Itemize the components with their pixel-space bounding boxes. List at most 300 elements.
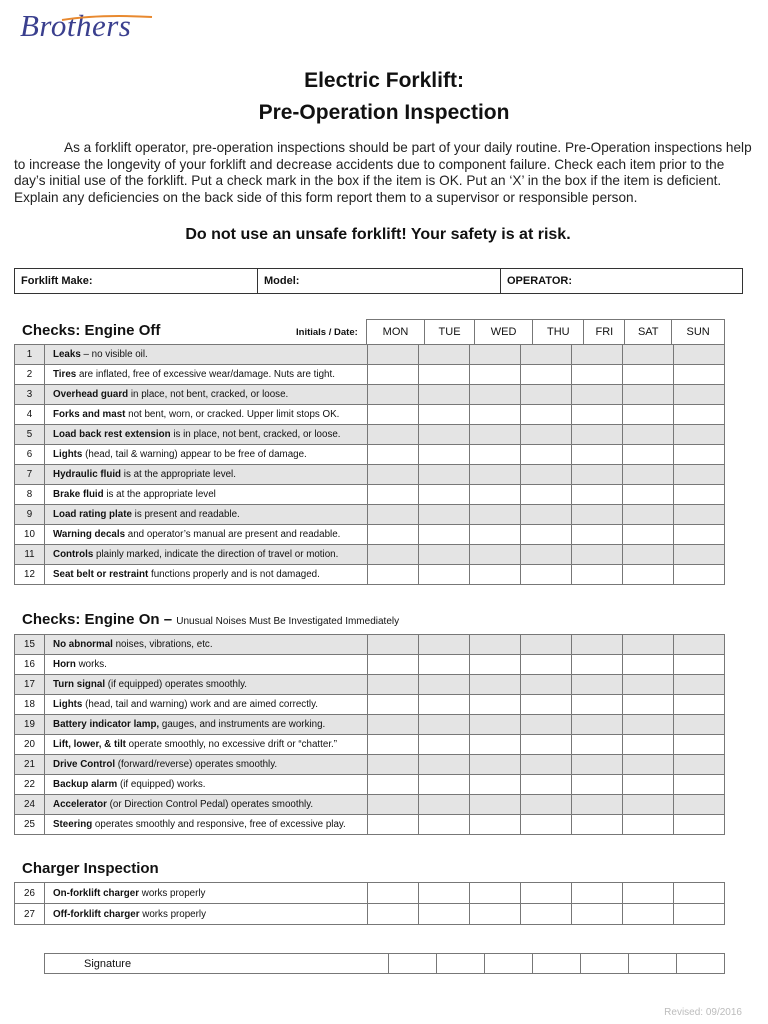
check-box[interactable] — [419, 345, 470, 365]
item-description — [45, 385, 368, 405]
check-box[interactable] — [623, 904, 674, 925]
check-box[interactable] — [674, 635, 725, 655]
check-box[interactable] — [368, 365, 419, 385]
checklist-row — [15, 345, 725, 365]
item-number: 11 — [15, 545, 45, 565]
item-number: 17 — [15, 675, 45, 695]
item-description-text: is at the appropriate level — [103, 489, 216, 500]
check-box[interactable] — [368, 715, 419, 735]
check-box[interactable] — [623, 735, 674, 755]
check-box[interactable] — [572, 883, 623, 904]
item-description-text: – no visible oil. — [80, 349, 148, 360]
checklist-row — [15, 655, 725, 675]
check-box[interactable] — [623, 465, 674, 485]
checklist-row — [15, 883, 725, 904]
check-box[interactable] — [572, 565, 623, 585]
signature-box[interactable] — [389, 954, 437, 974]
operator-field[interactable]: OPERATOR: — [501, 269, 743, 294]
item-number: 27 — [15, 904, 45, 925]
day-header-row — [366, 319, 725, 345]
engine-on-subtitle: Unusual Noises Must Be Investigated Immediately — [176, 616, 400, 627]
check-box[interactable] — [470, 904, 521, 925]
check-box[interactable] — [470, 365, 521, 385]
check-box[interactable] — [674, 715, 725, 735]
item-description-text: (or Direction Control Pedal) operates smoothly. — [106, 799, 314, 810]
day-header-sat: SAT — [625, 320, 672, 345]
check-box[interactable] — [572, 795, 623, 815]
item-description-text: is in place, not bent, cracked, or loose. — [170, 429, 341, 440]
check-box[interactable] — [419, 385, 470, 405]
check-box[interactable] — [674, 525, 725, 545]
check-box[interactable] — [368, 635, 419, 655]
check-box[interactable] — [674, 883, 725, 904]
check-box[interactable] — [521, 795, 572, 815]
item-description — [45, 735, 368, 755]
check-box[interactable] — [623, 445, 674, 465]
check-box[interactable] — [674, 445, 725, 465]
check-box[interactable] — [623, 675, 674, 695]
checklist-row — [15, 525, 725, 545]
item-description-bold: Off-forklift charger — [53, 908, 140, 920]
item-description-text: are inflated, free of excessive wear/damage. Nuts are tight. — [76, 369, 335, 380]
check-box[interactable] — [674, 365, 725, 385]
item-number: 9 — [15, 505, 45, 525]
item-description-text: not bent, worn, or cracked. Upper limit stops OK. — [125, 409, 340, 420]
item-description-text: (forward/reverse) operates smoothly. — [115, 759, 278, 770]
check-box[interactable] — [470, 425, 521, 445]
forklift-make-field[interactable]: Forklift Make: — [15, 269, 258, 294]
item-description — [45, 775, 368, 795]
item-description-bold: Overhead guard — [53, 389, 129, 400]
check-box[interactable] — [368, 525, 419, 545]
item-description — [45, 675, 368, 695]
engine-on-checklist — [14, 634, 725, 835]
engine-on-dash: – — [159, 611, 177, 628]
checklist-row — [15, 365, 725, 385]
check-box[interactable] — [368, 883, 419, 904]
item-description-bold: Hydraulic fluid — [53, 469, 122, 480]
check-box[interactable] — [470, 465, 521, 485]
item-number: 4 — [15, 405, 45, 425]
check-box[interactable] — [521, 525, 572, 545]
check-box[interactable] — [674, 465, 725, 485]
checklist-row — [15, 795, 725, 815]
check-box[interactable] — [368, 445, 419, 465]
forklift-info-table — [14, 268, 743, 294]
check-box[interactable] — [572, 425, 623, 445]
item-description-bold: Load rating plate — [53, 509, 132, 520]
check-box[interactable] — [572, 675, 623, 695]
check-box[interactable] — [521, 655, 572, 675]
model-field[interactable]: Model: — [258, 269, 501, 294]
item-description-bold: Battery indicator lamp, — [53, 719, 160, 730]
check-box[interactable] — [572, 405, 623, 425]
item-description-text: functions properly and is not damaged. — [148, 569, 320, 580]
check-box[interactable] — [368, 904, 419, 925]
day-header-sun: SUN — [672, 320, 725, 345]
check-box[interactable] — [470, 635, 521, 655]
check-box[interactable] — [368, 675, 419, 695]
check-box[interactable] — [521, 405, 572, 425]
check-box[interactable] — [521, 485, 572, 505]
check-box[interactable] — [521, 735, 572, 755]
check-box[interactable] — [572, 775, 623, 795]
check-box[interactable] — [521, 635, 572, 655]
item-number: 16 — [15, 655, 45, 675]
check-box[interactable] — [674, 904, 725, 925]
check-box[interactable] — [470, 695, 521, 715]
check-box[interactable] — [572, 465, 623, 485]
checklist-row — [15, 695, 725, 715]
check-box[interactable] — [572, 815, 623, 835]
check-box[interactable] — [521, 345, 572, 365]
item-number: 6 — [15, 445, 45, 465]
check-box[interactable] — [368, 795, 419, 815]
item-description-bold: Drive Control — [53, 759, 116, 770]
check-box[interactable] — [470, 545, 521, 565]
check-box[interactable] — [368, 775, 419, 795]
check-box[interactable] — [470, 385, 521, 405]
check-box[interactable] — [521, 545, 572, 565]
item-description-text: is present and readable. — [131, 509, 240, 520]
check-box[interactable] — [521, 815, 572, 835]
check-box[interactable] — [368, 385, 419, 405]
check-box[interactable] — [521, 904, 572, 925]
check-box[interactable] — [623, 385, 674, 405]
check-box[interactable] — [674, 695, 725, 715]
item-number: 18 — [15, 695, 45, 715]
signature-box[interactable] — [629, 954, 677, 974]
check-box[interactable] — [419, 425, 470, 445]
item-description-text: and operator’s manual are present and readable. — [125, 529, 341, 540]
check-box[interactable] — [368, 505, 419, 525]
item-description — [45, 485, 368, 505]
logo-swoosh-graphic — [60, 14, 154, 22]
check-box[interactable] — [419, 883, 470, 904]
checklist-row — [15, 505, 725, 525]
check-box[interactable] — [623, 405, 674, 425]
check-box[interactable] — [623, 755, 674, 775]
checklist-row — [15, 635, 725, 655]
check-box[interactable] — [674, 795, 725, 815]
item-description — [45, 755, 368, 775]
check-box[interactable] — [368, 565, 419, 585]
item-number: 21 — [15, 755, 45, 775]
item-description-text: noises, vibrations, etc. — [112, 639, 213, 650]
check-box[interactable] — [419, 445, 470, 465]
item-description-bold: Load back rest extension — [53, 429, 171, 440]
check-box[interactable] — [521, 695, 572, 715]
checklist-row — [15, 815, 725, 835]
item-description-text: (head, tail & warning) appear to be free of damage. — [82, 449, 307, 460]
check-box[interactable] — [674, 385, 725, 405]
check-box[interactable] — [623, 695, 674, 715]
check-box[interactable] — [419, 545, 470, 565]
checklist-row — [15, 545, 725, 565]
check-box[interactable] — [674, 405, 725, 425]
item-description-bold: Turn signal — [53, 679, 106, 690]
check-box[interactable] — [419, 525, 470, 545]
check-box[interactable] — [368, 345, 419, 365]
item-description-text: operates smoothly and responsive, free of excessive play. — [92, 819, 346, 830]
check-box[interactable] — [572, 525, 623, 545]
check-box[interactable] — [521, 565, 572, 585]
check-box[interactable] — [572, 445, 623, 465]
item-number: 26 — [15, 883, 45, 904]
item-description-text: operate smoothly, no excessive drift or “chatter.” — [125, 739, 338, 750]
check-box[interactable] — [623, 565, 674, 585]
check-box[interactable] — [623, 485, 674, 505]
check-box[interactable] — [572, 385, 623, 405]
check-box[interactable] — [674, 735, 725, 755]
item-description-bold: Steering — [53, 819, 93, 830]
item-description — [45, 425, 368, 445]
check-box[interactable] — [572, 735, 623, 755]
check-box[interactable] — [419, 485, 470, 505]
check-box[interactable] — [623, 635, 674, 655]
check-box[interactable] — [470, 445, 521, 465]
check-box[interactable] — [470, 525, 521, 545]
check-box[interactable] — [521, 883, 572, 904]
item-description-text: plainly marked, indicate the direction of travel or motion. — [93, 549, 339, 560]
item-description-bold: Warning decals — [53, 529, 126, 540]
item-description-text: works properly — [139, 887, 206, 899]
check-box[interactable] — [368, 545, 419, 565]
check-box[interactable] — [419, 755, 470, 775]
check-box[interactable] — [674, 485, 725, 505]
check-box[interactable] — [521, 675, 572, 695]
item-description — [45, 525, 368, 545]
item-description-bold: On-forklift charger — [53, 887, 140, 899]
check-box[interactable] — [572, 635, 623, 655]
check-box[interactable] — [419, 635, 470, 655]
day-header-mon: MON — [367, 320, 425, 345]
check-box[interactable] — [419, 695, 470, 715]
check-box[interactable] — [368, 405, 419, 425]
check-box[interactable] — [470, 675, 521, 695]
check-box[interactable] — [623, 365, 674, 385]
check-box[interactable] — [368, 655, 419, 675]
check-box[interactable] — [572, 545, 623, 565]
check-box[interactable] — [419, 735, 470, 755]
checklist-row — [15, 445, 725, 465]
item-description — [45, 795, 368, 815]
item-description-bold: Accelerator — [53, 799, 107, 810]
check-box[interactable] — [623, 425, 674, 445]
check-box[interactable] — [521, 775, 572, 795]
item-number: 25 — [15, 815, 45, 835]
check-box[interactable] — [368, 465, 419, 485]
check-box[interactable] — [623, 345, 674, 365]
check-box[interactable] — [419, 815, 470, 835]
checklist-row — [15, 565, 725, 585]
check-box[interactable] — [521, 465, 572, 485]
check-box[interactable] — [623, 545, 674, 565]
item-number: 7 — [15, 465, 45, 485]
check-box[interactable] — [674, 345, 725, 365]
item-description-bold: Lift, lower, & tilt — [53, 739, 126, 750]
item-number: 19 — [15, 715, 45, 735]
check-box[interactable] — [470, 795, 521, 815]
check-box[interactable] — [470, 715, 521, 735]
check-box[interactable] — [623, 655, 674, 675]
signature-row — [44, 953, 725, 974]
item-description-text: works. — [75, 659, 107, 670]
item-description — [45, 365, 368, 385]
check-box[interactable] — [368, 755, 419, 775]
check-box[interactable] — [623, 815, 674, 835]
item-description — [45, 904, 368, 925]
signature-box[interactable] — [581, 954, 629, 974]
item-description — [45, 883, 368, 904]
check-box[interactable] — [470, 405, 521, 425]
item-description — [45, 405, 368, 425]
check-box[interactable] — [572, 655, 623, 675]
check-box[interactable] — [572, 345, 623, 365]
check-box[interactable] — [623, 505, 674, 525]
check-box[interactable] — [368, 485, 419, 505]
signature-label: Signature — [45, 954, 389, 974]
checklist-row — [15, 775, 725, 795]
item-description-text: (if equipped) operates smoothly. — [105, 679, 248, 690]
engine-on-title-text: Checks: Engine On — [22, 611, 160, 628]
check-box[interactable] — [572, 365, 623, 385]
revised-date: Revised: 09/2016 — [664, 1007, 742, 1018]
checklist-row — [15, 715, 725, 735]
check-box[interactable] — [572, 755, 623, 775]
check-box[interactable] — [674, 545, 725, 565]
safety-warning: Do not use an unsafe forklift! Your safety is at risk. — [185, 226, 571, 243]
check-box[interactable] — [521, 445, 572, 465]
check-box[interactable] — [674, 655, 725, 675]
item-description-text: works properly — [139, 908, 206, 920]
check-box[interactable] — [521, 715, 572, 735]
check-box[interactable] — [419, 465, 470, 485]
check-box[interactable] — [470, 345, 521, 365]
check-box[interactable] — [521, 425, 572, 445]
check-box[interactable] — [674, 505, 725, 525]
form-title-line2: Pre-Operation Inspection — [258, 101, 510, 124]
item-description-bold: Horn — [53, 659, 76, 670]
item-description — [45, 565, 368, 585]
check-box[interactable] — [623, 883, 674, 904]
item-description-bold: No abnormal — [53, 639, 113, 650]
check-box[interactable] — [572, 715, 623, 735]
form-title-line1: Electric Forklift: — [304, 69, 464, 92]
check-box[interactable] — [674, 425, 725, 445]
day-header-tue: TUE — [425, 320, 475, 345]
check-box[interactable] — [419, 365, 470, 385]
check-box[interactable] — [470, 883, 521, 904]
check-box[interactable] — [419, 775, 470, 795]
check-box[interactable] — [572, 695, 623, 715]
check-box[interactable] — [623, 525, 674, 545]
signature-box[interactable] — [437, 954, 485, 974]
check-box[interactable] — [470, 485, 521, 505]
check-box[interactable] — [419, 904, 470, 925]
item-description-bold: Backup alarm — [53, 779, 118, 790]
item-description — [45, 545, 368, 565]
engine-off-checklist — [14, 344, 725, 585]
item-number: 12 — [15, 565, 45, 585]
check-box[interactable] — [521, 365, 572, 385]
check-box[interactable] — [419, 565, 470, 585]
item-number: 2 — [15, 365, 45, 385]
item-number: 5 — [15, 425, 45, 445]
item-number: 22 — [15, 775, 45, 795]
engine-off-title: Checks: Engine Off — [22, 322, 161, 339]
item-description-bold: Tires — [53, 369, 77, 380]
check-box[interactable] — [368, 815, 419, 835]
check-box[interactable] — [419, 795, 470, 815]
check-box[interactable] — [470, 735, 521, 755]
check-box[interactable] — [674, 565, 725, 585]
check-box[interactable] — [572, 485, 623, 505]
check-box[interactable] — [419, 675, 470, 695]
item-description-bold: Forks and mast — [53, 409, 126, 420]
charger-checklist — [14, 882, 725, 925]
item-description-bold: Brake fluid — [53, 489, 104, 500]
check-box[interactable] — [521, 505, 572, 525]
signature-box[interactable] — [533, 954, 581, 974]
check-box[interactable] — [419, 505, 470, 525]
day-header-fri: FRI — [584, 320, 625, 345]
check-box[interactable] — [470, 655, 521, 675]
check-box[interactable] — [572, 505, 623, 525]
intro-paragraph: As a forklift operator, pre-operation inspections should be part of your daily routine. Pre-Operation inspections help to increase the longevity of your forklift and decrease accidents due to component failure. Check each item prior to the day’s initial use of the forklift. Put a check mark in the box if the item is OK. Put an ‘X’ in the box if the item is deficient. Explain any deficiencies on the back side of this form report them to a supervisor or responsible person. — [14, 140, 752, 205]
check-box[interactable] — [521, 755, 572, 775]
check-box[interactable] — [674, 755, 725, 775]
check-box[interactable] — [470, 565, 521, 585]
check-box[interactable] — [521, 385, 572, 405]
charger-title: Charger Inspection — [22, 860, 159, 877]
checklist-row — [15, 675, 725, 695]
signature-box[interactable] — [485, 954, 533, 974]
check-box[interactable] — [470, 755, 521, 775]
check-box[interactable] — [368, 735, 419, 755]
item-description — [45, 465, 368, 485]
check-box[interactable] — [623, 775, 674, 795]
check-box[interactable] — [419, 655, 470, 675]
check-box[interactable] — [572, 904, 623, 925]
item-description-bold: Lights — [53, 699, 83, 710]
check-box[interactable] — [419, 405, 470, 425]
check-box[interactable] — [674, 675, 725, 695]
check-box[interactable] — [470, 775, 521, 795]
checklist-row — [15, 904, 725, 925]
check-box[interactable] — [674, 775, 725, 795]
day-header-thu: THU — [533, 320, 584, 345]
item-description — [45, 635, 368, 655]
item-number: 1 — [15, 345, 45, 365]
check-box[interactable] — [368, 695, 419, 715]
check-box[interactable] — [368, 425, 419, 445]
signature-box[interactable] — [677, 954, 725, 974]
check-box[interactable] — [623, 795, 674, 815]
item-description-bold: Controls — [53, 549, 94, 560]
item-description — [45, 715, 368, 735]
item-description-bold: Leaks — [53, 349, 81, 360]
check-box[interactable] — [470, 505, 521, 525]
item-description-text: gauges, and instruments are working. — [159, 719, 326, 730]
check-box[interactable] — [470, 815, 521, 835]
check-box[interactable] — [623, 715, 674, 735]
check-box[interactable] — [419, 715, 470, 735]
initials-date-label: Initials / Date: — [296, 327, 358, 338]
checklist-row — [15, 735, 725, 755]
check-box[interactable] — [674, 815, 725, 835]
item-number: 15 — [15, 635, 45, 655]
